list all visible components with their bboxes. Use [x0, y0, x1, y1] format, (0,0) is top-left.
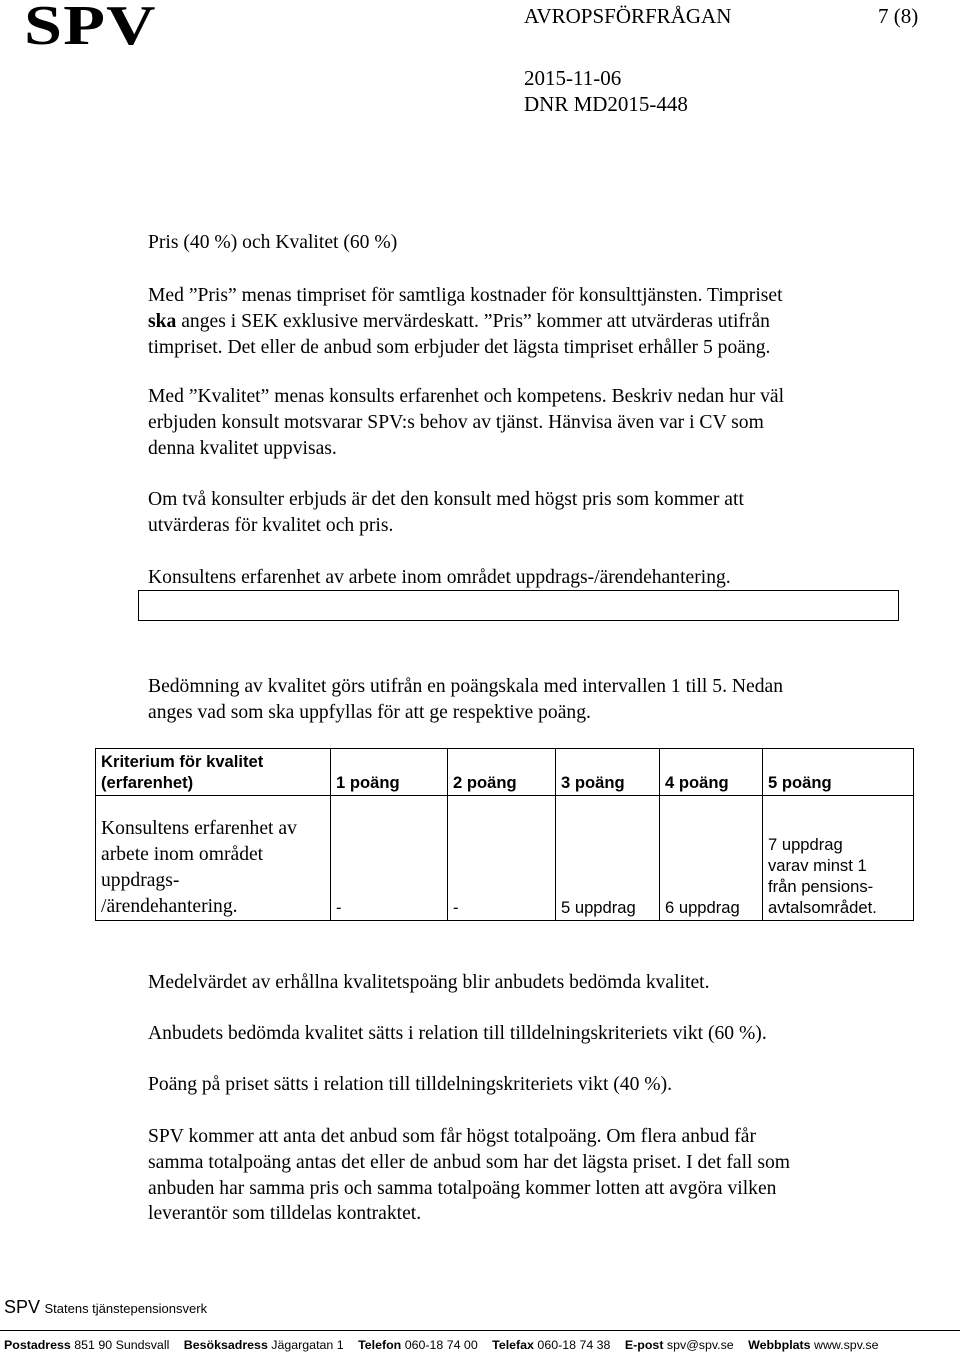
- poang-priset-paragraph: Poäng på priset sätts i relation till tilldelningskriteriets vikt (40 %).: [148, 1074, 673, 1095]
- footer-epost: [625, 1338, 734, 1352]
- criteria-table: [95, 748, 914, 921]
- row-criterion-line-3: uppdrags-: [101, 870, 180, 891]
- postadress-value: 851 90 Sundsvall: [74, 1338, 170, 1352]
- row-5-poang-line-2: varav minst 1: [768, 856, 867, 875]
- tva-konsulter-paragraph: [148, 487, 888, 539]
- kvalitet-line-2: erbjuden konsult motsvarar SPV:s behov av tjänst. Hänvisa även var i CV som: [148, 411, 764, 433]
- header-criterion: [96, 749, 331, 796]
- tva-konsulter-line-1: Om två konsulter erbjuds är det den konsult med högst pris som kommer att: [148, 489, 744, 510]
- pris-line-2-rest: anges i SEK exklusive mervärdeskatt. ”Pris” kommer att utvärderas utifrån: [176, 310, 770, 332]
- pris-line-3: timpriset. Det eller de anbud som erbjuder det lägsta timpriset erhåller 5 poäng.: [148, 336, 771, 358]
- row-5-poang-line-4: avtalsområdet.: [768, 898, 877, 917]
- row-criterion-line-4: /ärendehantering.: [101, 896, 238, 917]
- page-number: 7 (8): [878, 4, 919, 28]
- header-criterion-line-2: (erfarenhet): [101, 773, 194, 792]
- document-dnr: DNR MD2015-448: [524, 92, 688, 116]
- medelvardet-paragraph: Medelvärdet av erhållna kvalitetspoäng blir anbudets bedömda kvalitet.: [148, 972, 710, 993]
- row-5-poang-line-3: från pensions-: [768, 877, 874, 896]
- kvalitet-line-1: Med ”Kvalitet” menas konsults erfarenhet och kompetens. Beskriv nedan hur väl: [148, 386, 785, 407]
- row-3-poang: 5 uppdrag: [556, 796, 660, 921]
- row-criterion-line-1: Konsultens erfarenhet av: [101, 818, 297, 839]
- row-4-poang: 6 uppdrag: [660, 796, 763, 921]
- row-1-poang: -: [331, 796, 448, 921]
- spv-antar-line-4: leverantör som tilldelas kontraktet.: [148, 1203, 422, 1225]
- document-title: AVROPSFÖRFRÅGAN: [524, 4, 732, 28]
- footer-besoksadress: [184, 1338, 344, 1352]
- bedomning-line-2: anges vad som ska uppfyllas för att ge respektive poäng.: [148, 701, 591, 723]
- postadress-label: Postadress: [4, 1338, 71, 1352]
- bedomning-line-1: Bedömning av kvalitet görs utifrån en poängskala med intervallen 1 till 5. Nedan: [148, 676, 783, 697]
- besoksadress-value: Jägargatan 1: [271, 1338, 344, 1352]
- footer-divider: [0, 1330, 960, 1331]
- tva-konsulter-line-2: utvärderas för kvalitet och pris.: [148, 514, 394, 536]
- document-date: 2015-11-06: [524, 66, 622, 90]
- spv-antar-line-2: samma totalpoäng antas det eller de anbud som har det lägsta priset. I det fall som: [148, 1151, 791, 1173]
- footer-telefon: [358, 1338, 478, 1352]
- spv-antar-line-1: SPV kommer att anta det anbud som får högst totalpoäng. Om flera anbud får: [148, 1126, 756, 1147]
- webbplats-label: Webbplats: [748, 1338, 811, 1352]
- header-criterion-line-1: Kriterium för kvalitet: [101, 752, 264, 771]
- epost-label: E-post: [624, 1338, 664, 1352]
- header-3-poang: 3 poäng: [556, 749, 660, 796]
- row-criterion-line-2: arbete inom området: [101, 844, 264, 865]
- header-2-poang: 2 poäng: [448, 749, 556, 796]
- footer-organization: [4, 1297, 207, 1318]
- row-2-poang: -: [448, 796, 556, 921]
- kvalitet-line-3: denna kvalitet uppvisas.: [148, 437, 337, 459]
- header-5-poang: 5 poäng: [763, 749, 914, 796]
- besoksadress-label: Besöksadress: [183, 1338, 268, 1352]
- telefax-value: 060-18 74 38: [537, 1338, 611, 1352]
- footer-contact-info: [4, 1338, 879, 1352]
- answer-input-box[interactable]: [138, 590, 899, 621]
- footer-postadress: [4, 1338, 169, 1352]
- telefon-value: 060-18 74 00: [404, 1338, 478, 1352]
- footer-org-abbr: SPV: [4, 1297, 41, 1317]
- footer-webbplats: [748, 1338, 878, 1352]
- section-heading: Pris (40 %) och Kvalitet (60 %): [148, 232, 398, 253]
- pris-line-2: [148, 309, 888, 335]
- konsultens-erfarenhet-label: Konsultens erfarenhet av arbete inom området uppdrags-/ärendehantering.: [148, 567, 731, 588]
- bedomning-paragraph: [148, 674, 888, 726]
- webbplats-value: www.spv.se: [814, 1338, 879, 1352]
- row-5-poang-line-1: 7 uppdrag: [768, 835, 843, 854]
- pris-paragraph: [148, 283, 888, 360]
- footer-telefax: [492, 1338, 610, 1352]
- spv-antar-paragraph: [148, 1124, 888, 1227]
- kvalitet-paragraph: [148, 384, 888, 461]
- header-1-poang: 1 poäng: [331, 749, 448, 796]
- epost-value: spv@spv.se: [666, 1338, 734, 1352]
- pris-line-1: Med ”Pris” menas timpriset för samtliga kostnader för konsulttjänsten. Timpriset: [148, 285, 783, 306]
- telefax-label: Telefax: [492, 1338, 534, 1352]
- header-4-poang: 4 poäng: [660, 749, 763, 796]
- telefon-label: Telefon: [358, 1338, 402, 1352]
- spv-logo: SPV: [24, 0, 157, 57]
- anbudets-paragraph: Anbudets bedömda kvalitet sätts i relation till tilldelningskriteriets vikt (60 %).: [148, 1023, 767, 1044]
- spv-antar-line-3: anbuden har samma pris och samma totalpoäng kommer lotten att avgöra vilken: [148, 1177, 777, 1199]
- bold-ska: ska: [148, 310, 177, 332]
- row-criterion: [96, 796, 331, 921]
- footer-org-name: Statens tjänstepensionsverk: [44, 1301, 208, 1316]
- row-5-poang: [763, 796, 914, 921]
- table-row: [96, 796, 914, 921]
- table-header-row: [96, 749, 914, 796]
